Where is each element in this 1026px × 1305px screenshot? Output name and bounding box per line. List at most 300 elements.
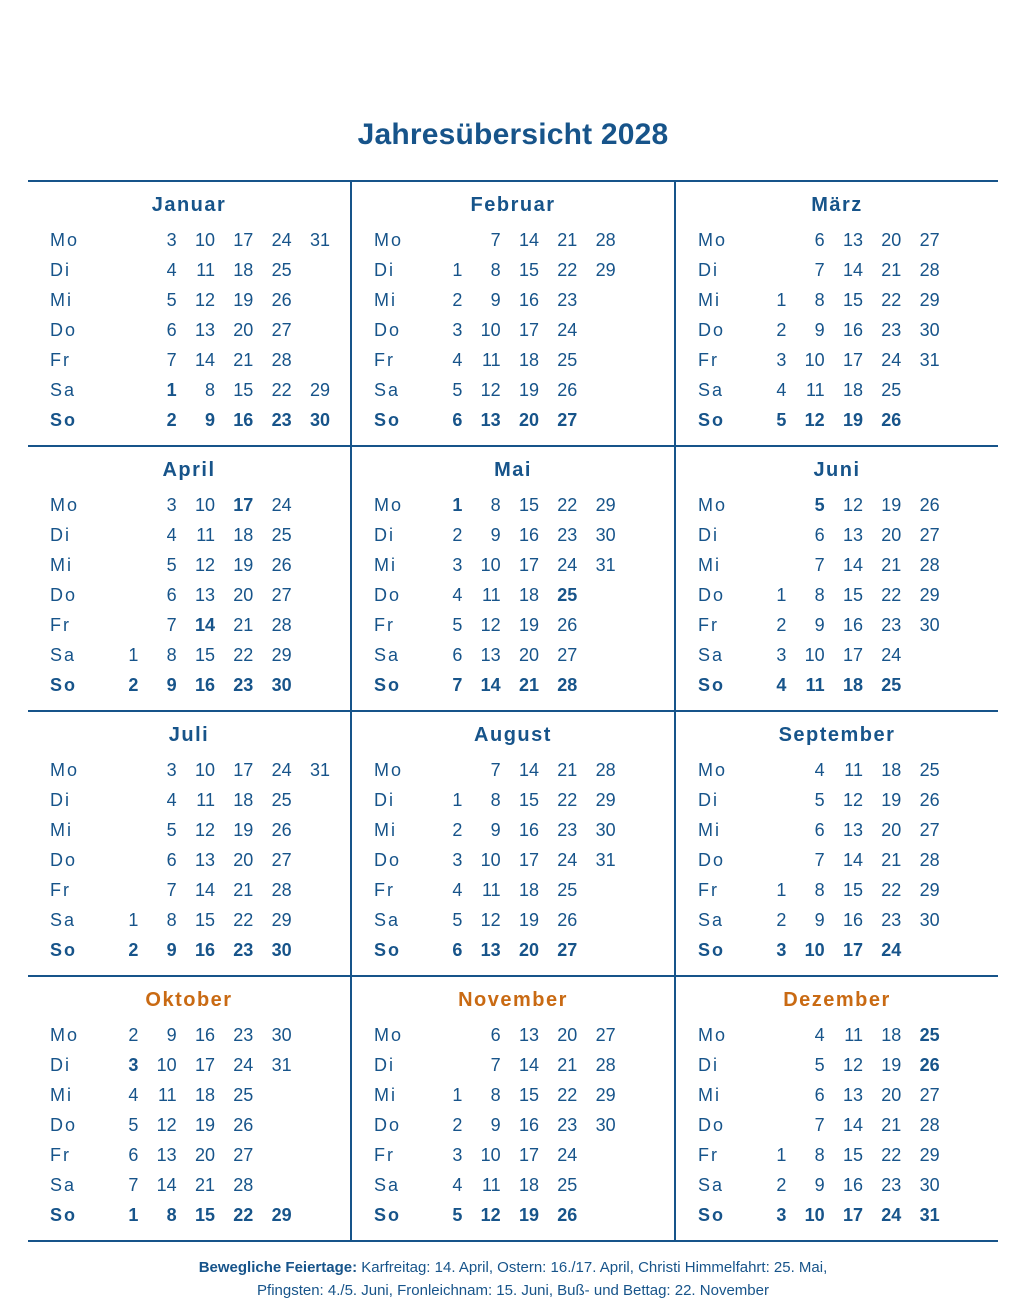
weekday-label: Do xyxy=(50,584,78,605)
weekday-label: Mo xyxy=(50,1024,80,1045)
day-cell: 1 xyxy=(128,644,139,665)
day-cell: 19 xyxy=(881,1054,902,1075)
day-cell xyxy=(754,760,792,781)
day-cell: 18 xyxy=(518,879,539,900)
day-cell xyxy=(907,940,945,961)
day-cell: 28 xyxy=(919,1114,940,1135)
weekday-row xyxy=(28,1140,350,1170)
day-cell: 11 xyxy=(844,1024,863,1045)
day-cell: 12 xyxy=(194,819,215,840)
day-cell: 16 xyxy=(233,409,254,430)
day-cell xyxy=(106,615,144,636)
day-cell: 26 xyxy=(557,614,578,635)
day-cell: 26 xyxy=(881,409,902,430)
weekday-row xyxy=(352,640,674,670)
day-cell: 16 xyxy=(194,1024,215,1045)
day-cell: 29 xyxy=(919,1144,940,1165)
day-cell xyxy=(946,320,984,341)
month-block xyxy=(674,712,998,975)
day-cells xyxy=(106,1145,350,1166)
day-cell xyxy=(106,525,144,546)
day-cell: 21 xyxy=(233,614,254,635)
day-cell: 25 xyxy=(919,1024,940,1045)
weekday-row xyxy=(676,375,998,405)
day-cell: 12 xyxy=(480,1204,501,1225)
day-cell xyxy=(946,645,984,666)
day-cell xyxy=(946,410,984,431)
weekday-label: Sa xyxy=(374,909,401,930)
day-cell: 8 xyxy=(490,789,501,810)
day-cell xyxy=(583,645,621,666)
weekday-row xyxy=(28,1020,350,1050)
day-cells xyxy=(754,350,998,371)
day-cell: 25 xyxy=(233,1084,254,1105)
day-cells xyxy=(430,790,674,811)
weekday-label: Mi xyxy=(50,289,73,310)
day-cell: 1 xyxy=(452,494,463,515)
day-cell xyxy=(946,230,984,251)
weekday-row xyxy=(352,375,674,405)
weekday-label: Sa xyxy=(374,644,401,665)
day-cell: 10 xyxy=(804,349,825,370)
day-cell xyxy=(754,790,792,811)
weekday-label: Di xyxy=(50,789,71,810)
day-cell: 26 xyxy=(271,819,292,840)
day-cells xyxy=(754,1055,998,1076)
month-name: Juni xyxy=(813,459,861,481)
day-cells xyxy=(754,525,998,546)
day-cell: 28 xyxy=(595,759,616,780)
day-cell: 24 xyxy=(233,1054,254,1075)
weekday-label: So xyxy=(698,939,726,960)
weekday-row xyxy=(352,550,674,580)
day-cells xyxy=(754,850,998,871)
day-cell: 2 xyxy=(166,409,177,430)
day-cells xyxy=(430,615,674,636)
day-cell xyxy=(298,615,336,636)
day-cell: 1 xyxy=(776,1144,787,1165)
day-cell: 20 xyxy=(881,819,902,840)
day-cell: 13 xyxy=(842,819,863,840)
day-cell: 16 xyxy=(842,1174,863,1195)
day-cell xyxy=(754,555,792,576)
day-cell: 28 xyxy=(919,259,940,280)
day-cell xyxy=(106,880,144,901)
weekday-label: Fr xyxy=(374,1144,395,1165)
day-cell: 22 xyxy=(557,259,578,280)
day-cell xyxy=(907,380,945,401)
day-cell: 3 xyxy=(776,349,787,370)
day-cell: 16 xyxy=(194,674,215,695)
weekday-row xyxy=(676,1140,998,1170)
day-cell xyxy=(622,230,660,251)
day-cells xyxy=(430,585,674,606)
quarter-row xyxy=(28,712,998,977)
day-cell xyxy=(298,1145,336,1166)
weekday-label: Mo xyxy=(374,1024,404,1045)
day-cell: 16 xyxy=(194,939,215,960)
weekday-label: Do xyxy=(374,584,402,605)
day-cells xyxy=(106,495,350,516)
day-cell: 28 xyxy=(233,1174,254,1195)
weekday-label: Mi xyxy=(374,1084,397,1105)
day-cell xyxy=(622,380,660,401)
day-cell: 22 xyxy=(233,1204,254,1225)
day-cell: 20 xyxy=(518,939,539,960)
day-cells xyxy=(754,1115,998,1136)
day-cell: 11 xyxy=(805,674,825,695)
day-cell xyxy=(622,320,660,341)
day-cell xyxy=(106,410,144,431)
day-cell: 23 xyxy=(557,289,578,310)
day-cell: 15 xyxy=(842,584,863,605)
day-cell xyxy=(298,820,336,841)
day-cells xyxy=(430,850,674,871)
day-cell xyxy=(622,675,660,696)
day-cells xyxy=(106,675,350,696)
day-cell xyxy=(259,1085,297,1106)
day-cell: 29 xyxy=(919,584,940,605)
day-cell xyxy=(946,910,984,931)
day-cell: 16 xyxy=(518,819,539,840)
weekday-label: Di xyxy=(374,524,395,545)
weekday-label: So xyxy=(374,674,402,695)
day-cells xyxy=(754,320,998,341)
day-cell xyxy=(754,1085,792,1106)
weekday-row xyxy=(28,285,350,315)
weekday-label: Sa xyxy=(374,379,401,400)
weekday-label: Do xyxy=(698,849,726,870)
day-cell: 24 xyxy=(881,939,902,960)
day-cells xyxy=(430,495,674,516)
day-cell: 14 xyxy=(194,879,215,900)
day-cell: 8 xyxy=(490,1084,501,1105)
day-cell: 5 xyxy=(452,909,463,930)
day-cell xyxy=(298,320,336,341)
day-cell: 31 xyxy=(595,849,616,870)
day-cell xyxy=(946,615,984,636)
day-cell: 6 xyxy=(814,229,825,250)
weekday-row xyxy=(28,1080,350,1110)
day-cell: 30 xyxy=(595,1114,616,1135)
day-cell xyxy=(946,760,984,781)
day-cell xyxy=(622,790,660,811)
day-cell: 23 xyxy=(271,409,292,430)
weekday-row xyxy=(352,225,674,255)
day-cell: 12 xyxy=(842,494,863,515)
day-cell: 28 xyxy=(919,554,940,575)
day-cell xyxy=(622,410,660,431)
day-cells xyxy=(754,410,998,431)
day-cell: 15 xyxy=(842,1144,863,1165)
day-cell: 26 xyxy=(557,909,578,930)
day-cell: 20 xyxy=(557,1024,578,1045)
month-name: Februar xyxy=(470,194,556,216)
day-cells xyxy=(754,645,998,666)
day-cells xyxy=(106,1025,350,1046)
day-cell: 14 xyxy=(518,759,539,780)
day-cell: 13 xyxy=(156,1144,177,1165)
day-cells xyxy=(430,1145,674,1166)
weekday-label: So xyxy=(50,409,78,430)
month-days xyxy=(28,225,350,435)
day-cell: 27 xyxy=(919,1084,940,1105)
weekday-label: Fr xyxy=(374,879,395,900)
day-cell: 13 xyxy=(842,229,863,250)
day-cell: 22 xyxy=(271,379,292,400)
weekday-label: Mo xyxy=(50,494,80,515)
day-cell xyxy=(622,645,660,666)
weekday-row xyxy=(676,815,998,845)
weekday-row xyxy=(676,1050,998,1080)
day-cell: 14 xyxy=(842,849,863,870)
weekday-label: So xyxy=(698,1204,726,1225)
day-cells xyxy=(754,585,998,606)
month-days xyxy=(676,490,998,700)
day-cell: 2 xyxy=(128,674,139,695)
weekday-label: Do xyxy=(374,849,402,870)
day-cell: 11 xyxy=(157,1084,177,1105)
day-cell: 25 xyxy=(271,524,292,545)
day-cell: 26 xyxy=(557,1204,578,1225)
weekday-row xyxy=(28,490,350,520)
day-cell: 21 xyxy=(233,879,254,900)
weekday-label: Sa xyxy=(50,379,77,400)
day-cell: 14 xyxy=(194,349,215,370)
day-cell: 30 xyxy=(595,524,616,545)
day-cell: 22 xyxy=(881,289,902,310)
day-cell xyxy=(106,290,144,311)
weekday-row xyxy=(676,580,998,610)
day-cell xyxy=(622,880,660,901)
weekday-label: Mo xyxy=(374,494,404,515)
day-cell: 12 xyxy=(842,1054,863,1075)
day-cell: 25 xyxy=(557,349,578,370)
day-cell: 30 xyxy=(595,819,616,840)
quarter-row xyxy=(28,977,998,1242)
weekday-row xyxy=(28,580,350,610)
day-cell: 4 xyxy=(452,584,463,605)
day-cell: 13 xyxy=(194,584,215,605)
day-cell: 4 xyxy=(452,1174,463,1195)
day-cell: 10 xyxy=(804,1204,825,1225)
day-cell: 7 xyxy=(490,1054,501,1075)
day-cells xyxy=(754,820,998,841)
day-cell xyxy=(430,1025,468,1046)
weekday-row xyxy=(28,785,350,815)
day-cell: 31 xyxy=(309,759,330,780)
weekday-row xyxy=(352,1200,674,1230)
weekday-label: Mi xyxy=(50,554,73,575)
weekday-row xyxy=(28,550,350,580)
day-cell: 24 xyxy=(881,644,902,665)
day-cell: 6 xyxy=(814,524,825,545)
day-cells xyxy=(430,260,674,281)
weekday-row xyxy=(28,375,350,405)
weekday-row xyxy=(676,405,998,435)
day-cell: 29 xyxy=(595,494,616,515)
day-cell: 23 xyxy=(557,1114,578,1135)
day-cells xyxy=(754,1025,998,1046)
day-cells xyxy=(106,290,350,311)
month-days xyxy=(28,755,350,965)
day-cells xyxy=(106,230,350,251)
day-cell: 6 xyxy=(814,1084,825,1105)
weekday-label: Di xyxy=(374,259,395,280)
day-cell: 29 xyxy=(595,259,616,280)
day-cells xyxy=(430,1025,674,1046)
day-cell: 22 xyxy=(557,789,578,810)
day-cell: 13 xyxy=(194,849,215,870)
day-cell: 15 xyxy=(194,644,215,665)
month-name: August xyxy=(474,724,552,746)
day-cell: 14 xyxy=(518,229,539,250)
day-cells xyxy=(430,760,674,781)
month-days xyxy=(352,225,674,435)
day-cells xyxy=(430,675,674,696)
day-cell: 24 xyxy=(557,319,578,340)
day-cell: 2 xyxy=(128,1024,139,1045)
day-cell: 1 xyxy=(776,584,787,605)
weekday-label: Mo xyxy=(698,229,728,250)
day-cell: 30 xyxy=(271,674,292,695)
day-cell: 19 xyxy=(518,379,539,400)
day-cell xyxy=(259,1175,297,1196)
day-cell: 18 xyxy=(518,584,539,605)
day-cell: 6 xyxy=(166,849,177,870)
day-cell: 15 xyxy=(842,879,863,900)
day-cell: 14 xyxy=(194,614,215,635)
day-cell: 12 xyxy=(480,379,501,400)
day-cell xyxy=(298,1205,336,1226)
day-cell: 24 xyxy=(557,554,578,575)
day-cell xyxy=(298,910,336,931)
day-cells xyxy=(754,1175,998,1196)
day-cell: 20 xyxy=(881,229,902,250)
day-cell: 30 xyxy=(309,409,330,430)
day-cell: 7 xyxy=(166,879,177,900)
weekday-label: Fr xyxy=(698,349,719,370)
day-cells xyxy=(754,910,998,931)
weekday-row xyxy=(352,610,674,640)
day-cell: 6 xyxy=(166,319,177,340)
day-cell: 15 xyxy=(518,789,539,810)
weekday-row xyxy=(352,755,674,785)
weekday-label: Di xyxy=(698,259,719,280)
day-cell: 17 xyxy=(233,229,254,250)
weekday-row xyxy=(352,845,674,875)
day-cell xyxy=(946,1115,984,1136)
day-cell: 29 xyxy=(271,1204,292,1225)
day-cell: 17 xyxy=(842,349,863,370)
weekday-row xyxy=(352,1080,674,1110)
day-cell xyxy=(946,495,984,516)
day-cell: 9 xyxy=(814,319,825,340)
day-cell: 6 xyxy=(452,939,463,960)
day-cell xyxy=(106,380,144,401)
day-cell xyxy=(907,675,945,696)
weekday-label: Sa xyxy=(698,1174,725,1195)
day-cell: 8 xyxy=(166,909,177,930)
day-cell: 3 xyxy=(166,494,177,515)
weekday-label: Di xyxy=(50,259,71,280)
weekday-label: Fr xyxy=(698,1144,719,1165)
day-cell xyxy=(622,1085,660,1106)
weekday-row xyxy=(28,670,350,700)
day-cells xyxy=(754,615,998,636)
weekday-row xyxy=(676,610,998,640)
day-cell: 2 xyxy=(776,1174,787,1195)
day-cell: 23 xyxy=(881,1174,902,1195)
day-cell: 8 xyxy=(490,259,501,280)
day-cell xyxy=(298,1175,336,1196)
month-name: Oktober xyxy=(145,989,233,1011)
day-cell: 2 xyxy=(452,289,463,310)
weekday-row xyxy=(676,315,998,345)
movable-holidays-label: Bewegliche Feiertage: xyxy=(198,1259,358,1276)
day-cell: 1 xyxy=(452,1084,463,1105)
day-cell: 4 xyxy=(452,879,463,900)
day-cell xyxy=(622,940,660,961)
day-cell xyxy=(106,820,144,841)
day-cell xyxy=(622,350,660,371)
day-cell: 18 xyxy=(881,1024,902,1045)
day-cell: 10 xyxy=(804,939,825,960)
weekday-row xyxy=(28,225,350,255)
day-cell: 5 xyxy=(166,289,177,310)
day-cell xyxy=(622,290,660,311)
day-cell xyxy=(946,260,984,281)
day-cell: 7 xyxy=(814,849,825,870)
day-cell xyxy=(106,320,144,341)
day-cell: 6 xyxy=(128,1144,139,1165)
day-cell xyxy=(106,555,144,576)
weekday-label: Mo xyxy=(698,1024,728,1045)
day-cell: 7 xyxy=(128,1174,139,1195)
month-name: April xyxy=(162,459,216,481)
day-cell: 17 xyxy=(194,1054,215,1075)
day-cell xyxy=(946,380,984,401)
day-cell: 8 xyxy=(204,379,215,400)
month-days xyxy=(28,1020,350,1230)
day-cell xyxy=(754,850,792,871)
day-cell: 27 xyxy=(271,584,292,605)
day-cells xyxy=(106,910,350,931)
day-cell xyxy=(622,525,660,546)
day-cells xyxy=(754,940,998,961)
weekday-label: Di xyxy=(50,1054,71,1075)
weekday-row xyxy=(352,490,674,520)
day-cell: 11 xyxy=(481,584,501,605)
day-cells xyxy=(430,910,674,931)
day-cell: 2 xyxy=(452,524,463,545)
day-cell: 28 xyxy=(595,229,616,250)
weekday-row xyxy=(28,1170,350,1200)
day-cells xyxy=(430,380,674,401)
month-block xyxy=(350,182,674,445)
weekday-label: So xyxy=(50,674,78,695)
month-block xyxy=(350,712,674,975)
day-cell: 25 xyxy=(881,674,902,695)
day-cells xyxy=(430,1205,674,1226)
day-cell xyxy=(946,1055,984,1076)
day-cell xyxy=(622,1055,660,1076)
day-cell: 22 xyxy=(233,909,254,930)
day-cell xyxy=(622,820,660,841)
day-cell xyxy=(622,1025,660,1046)
day-cell: 16 xyxy=(842,614,863,635)
day-cell xyxy=(946,525,984,546)
